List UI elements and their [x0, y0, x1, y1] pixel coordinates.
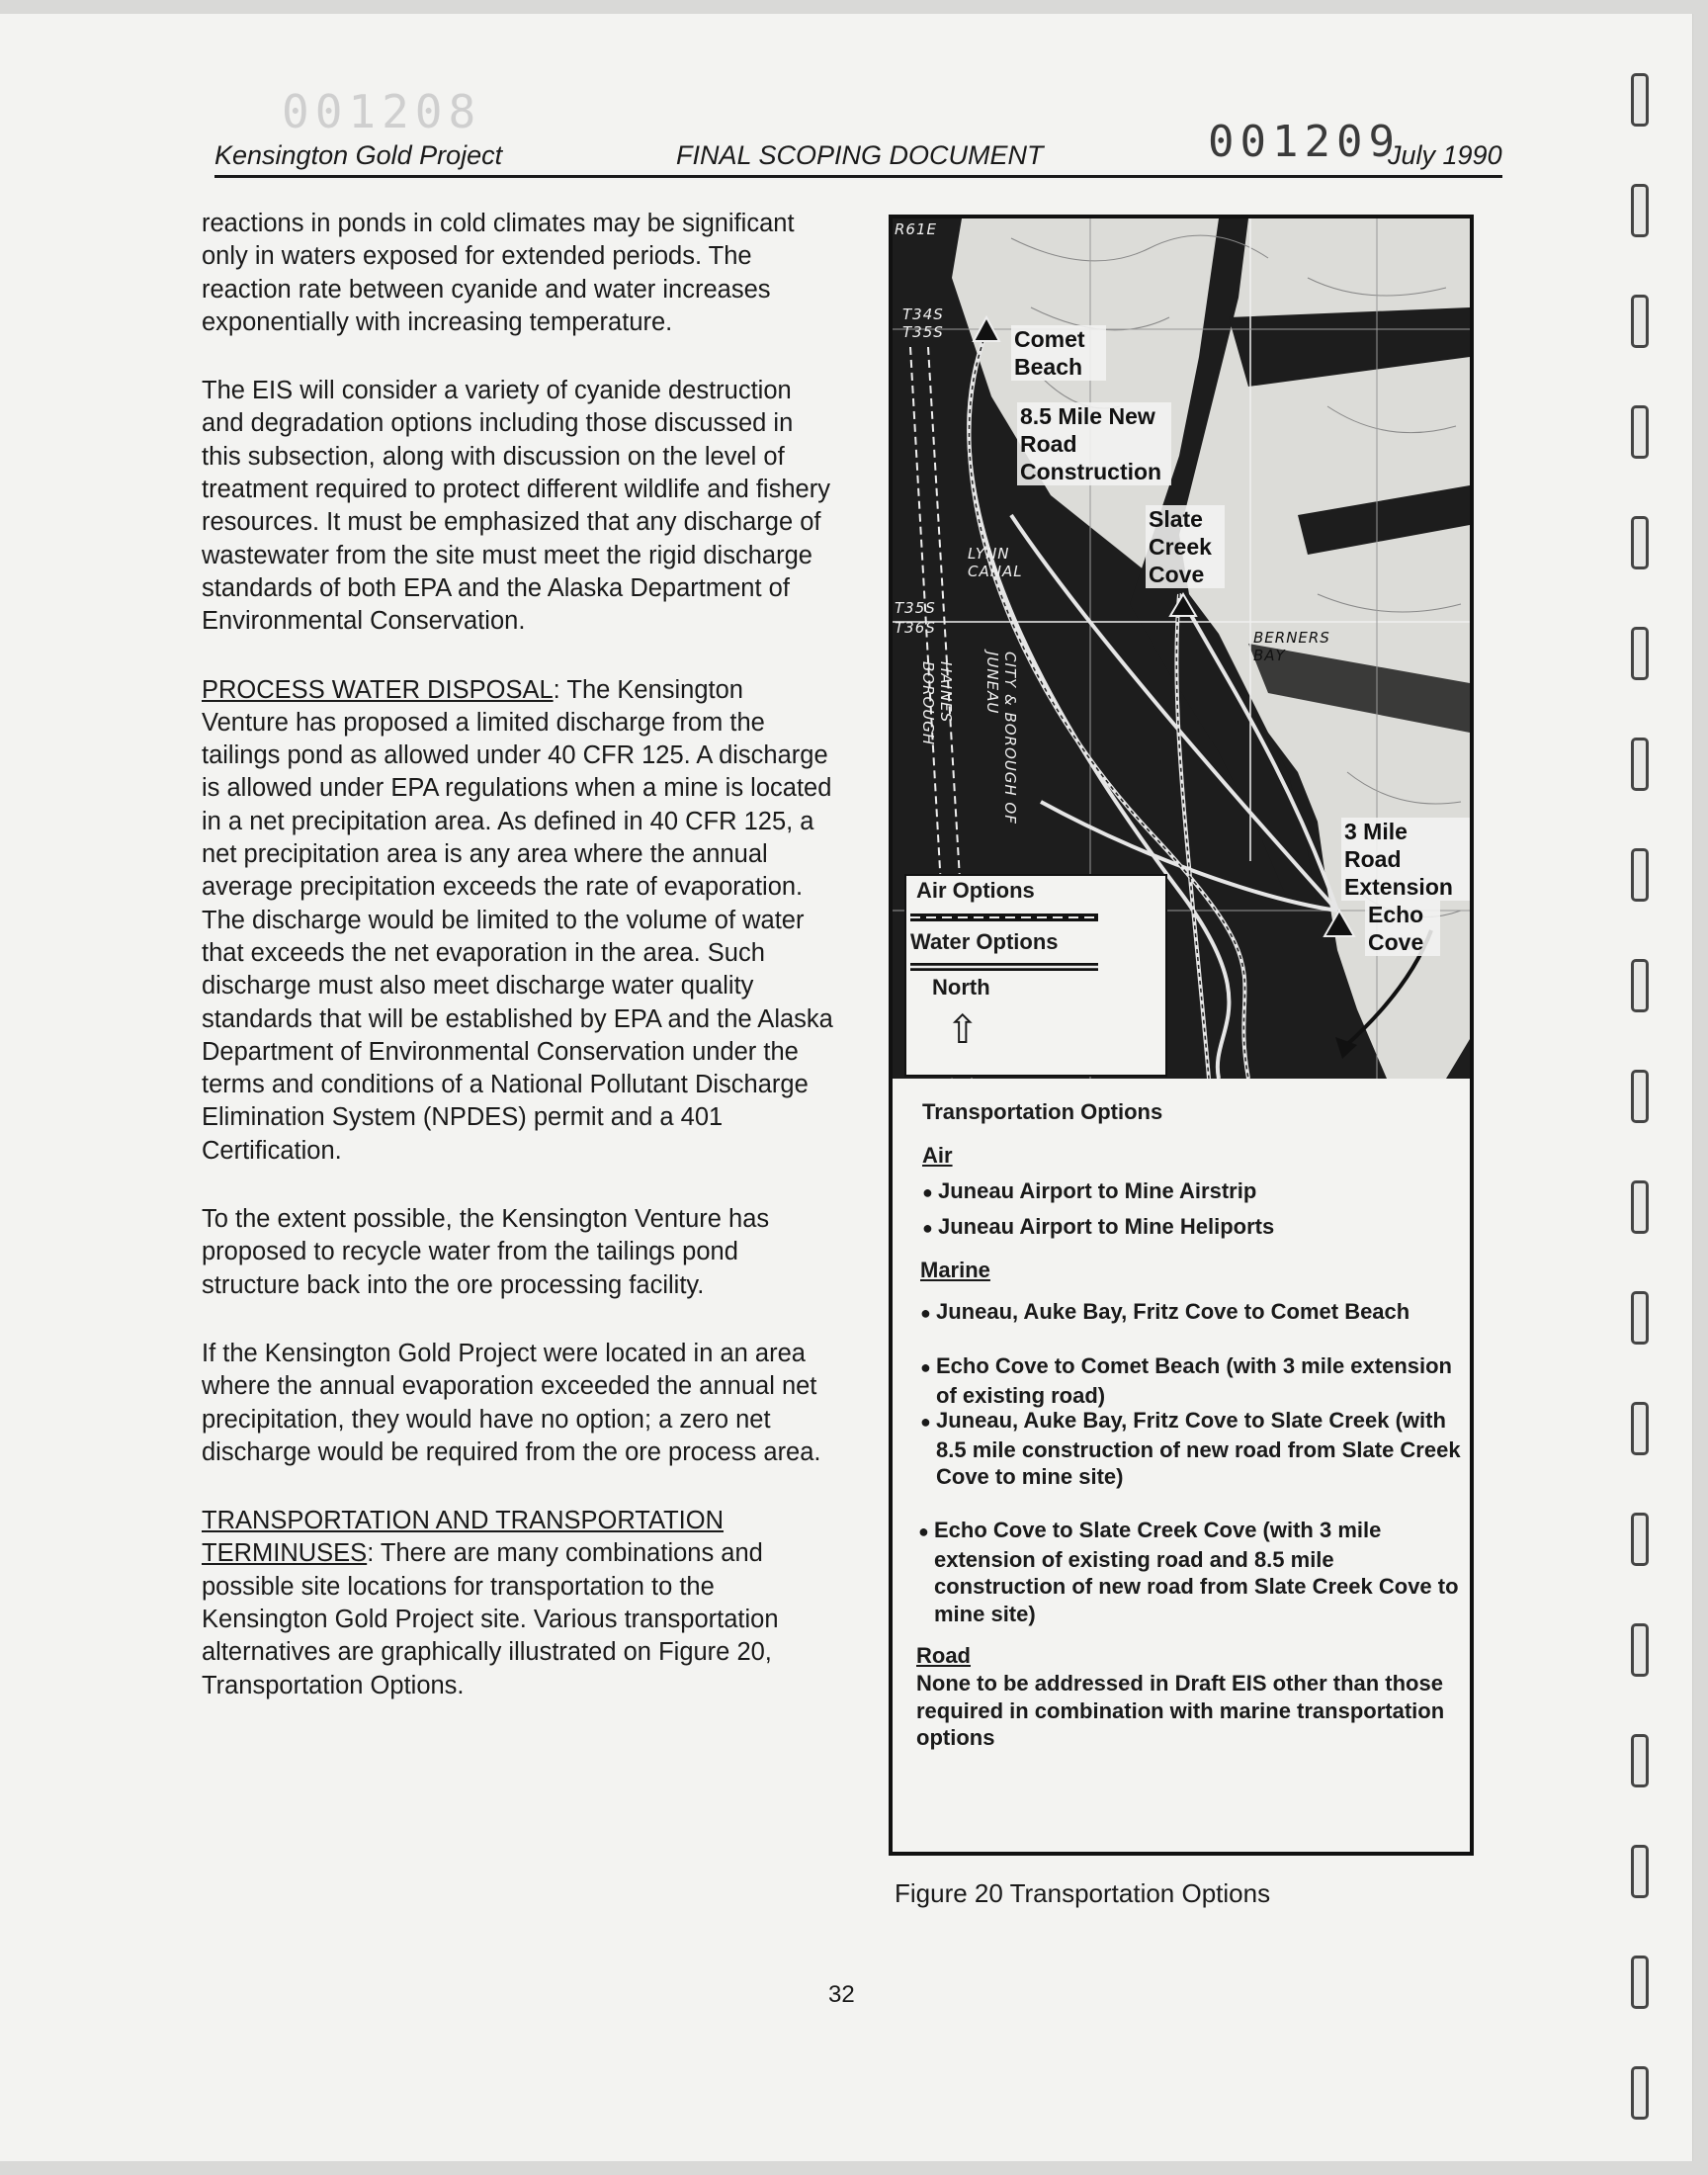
figure-20: [889, 215, 1474, 1856]
label-township-36: T36S: [895, 619, 936, 637]
binder-tab: [1631, 1180, 1649, 1234]
header-rule: [214, 175, 1502, 178]
binder-tab: [1631, 627, 1649, 680]
options-road-text: None to be addressed in Draft EIS other than those required in combination with marine transportation options: [916, 1671, 1445, 1750]
heading-process-water: PROCESS WATER DISPOSAL: [202, 675, 554, 704]
air-option: ● Juneau Airport to Mine Heliports: [922, 1213, 1472, 1243]
label-township-34: T34S: [902, 305, 944, 323]
map-legend: [904, 874, 1167, 1077]
paragraph-zero-discharge: If the Kensington Gold Project were located in an area where the annual evaporation exceeded the annual net precipitation, they would have no option; a zero net discharge would be required from the ore process area.: [202, 1339, 821, 1466]
legend-water-line: [910, 961, 1098, 973]
legend-north: North: [932, 975, 990, 1000]
air-option: ● Juneau Airport to Mine Airstrip: [922, 1177, 1472, 1207]
legend-air-options: Air Options: [916, 878, 1035, 903]
label-echo-cove: Echo Cove: [1365, 901, 1440, 956]
label-township-35b: T35S: [895, 599, 936, 617]
binder-tab: [1631, 1402, 1649, 1455]
figure-caption: Figure 20 Transportation Options: [895, 1878, 1271, 1908]
paragraph-eis-options: The EIS will consider a variety of cyanide destruction and degradation options including those discussed in this subsection, along with discussion on the level of treatment required to protect different wildlife and fishery resources. It must be emphasized that any discharge of wastewater from the site must meet the rigid discharge standards of both EPA and the Alaska Department of Environmental Conservation.: [202, 377, 830, 636]
marine-option: ● Juneau, Auke Bay, Fritz Cove to Comet Beach: [920, 1298, 1470, 1328]
binder-tab: [1631, 1734, 1649, 1787]
page-number: 32: [828, 1981, 855, 2008]
label-comet-beach: Comet Beach: [1011, 325, 1106, 381]
body-column: [202, 208, 834, 1738]
binder-tab: [1631, 738, 1649, 791]
options-road-heading: Road: [916, 1643, 971, 1668]
binder-tab: [1631, 1513, 1649, 1566]
label-berners-bay: BERNERS BAY: [1253, 629, 1330, 664]
options-title: Transportation Options: [922, 1099, 1163, 1124]
binder-tab: [1631, 73, 1649, 127]
marine-option: ● Echo Cove to Comet Beach (with 3 mile extension of existing road): [920, 1352, 1470, 1409]
legend-water-options: Water Options: [910, 929, 1059, 954]
label-new-road: 8.5 Mile New Road Construction: [1017, 402, 1171, 485]
north-arrow-icon: ⇧: [946, 1008, 980, 1052]
binder-tab: [1631, 295, 1649, 348]
marine-option: ● Echo Cove to Slate Creek Cove (with 3 mile extension of existing road and 8.5 mile construction of new road from Slate Creek Cove to mine site): [918, 1517, 1468, 1627]
label-lynn-canal: LYNN CANAL: [968, 545, 1023, 580]
process-water-text: : The Kensington Venture has proposed a limited discharge from the tailings pond as allowed under 40 CFR 125. A discharge is allowed under EPA regulations when a mine is located in a net precipitation area. As defined in 40 CFR 125, a net precipitation area is any area where the annual average precipitation exceeds the rate of evaporation. The discharge would be limited to the volume of water that exceeds the net evaporation in the area. Such discharge must also meet discharge water quality standards that will be established by EPA and the Alaska Department of Environmental Conservation under the terms and conditions of a National Pollutant Discharge Elimination System (NPDES) permit and a 401 Certification.: [202, 675, 833, 1165]
marine-option: ● Juneau, Auke Bay, Fritz Cove to Slate Creek (with 8.5 mile construction of new road from Slate Creek Cove to mine site): [920, 1407, 1470, 1491]
options-air-heading: Air: [922, 1143, 953, 1168]
label-haines-borough: HAINES BOROUGH: [919, 661, 955, 746]
binder-tab: [1631, 848, 1649, 902]
binder-tab: [1631, 959, 1649, 1012]
label-juneau-borough: CITY & BOROUGH OF JUNEAU: [983, 652, 1019, 825]
document-stamp: 001209: [1208, 117, 1401, 167]
label-slate-creek-cove: Slate Creek Cove: [1146, 505, 1225, 588]
options-marine-heading: Marine: [920, 1258, 990, 1282]
binder-tab: [1631, 1070, 1649, 1123]
label-township-35: T35S: [902, 323, 944, 341]
header-doc-title: FINAL SCOPING DOCUMENT: [676, 140, 1044, 170]
binder-tab: [1631, 1291, 1649, 1345]
paragraph-recycle: To the extent possible, the Kensington Venture has proposed to recycle water from the tailings pond structure back into the ore processing facility.: [202, 1205, 770, 1299]
paragraph-process-water: [202, 674, 834, 1168]
label-range: R61E: [895, 220, 937, 238]
binder-tab: [1631, 2066, 1649, 2120]
binder-tab: [1631, 1623, 1649, 1677]
binder-tab: [1631, 1956, 1649, 2009]
header-project: Kensington Gold Project: [214, 140, 503, 170]
legend-air-line: [910, 912, 1098, 923]
paragraph-transportation: [202, 1505, 834, 1702]
binder-tab: [1631, 1845, 1649, 1898]
binder-tab: [1631, 184, 1649, 237]
heading-transportation: TRANSPORTATION AND TRANSPORTATION TERMINUSES: [202, 1507, 725, 1568]
binder-tab: [1631, 516, 1649, 569]
faint-stamp: 001208: [282, 85, 482, 138]
header-date: July 1990: [1388, 140, 1502, 170]
binder-tab: [1631, 405, 1649, 459]
label-road-extension: 3 Mile Road Extension: [1341, 818, 1470, 901]
document-page: [0, 14, 1693, 2161]
paragraph-cyanide-reactions: reactions in ponds in cold climates may be significant only in waters exposed for extended periods. The reaction rate between cyanide and water increases exponentially with increasing temperature.: [202, 210, 795, 336]
transportation-map: [893, 218, 1470, 1079]
transportation-text: : There are many combinations and possible site locations for transportation to the Kensington Gold Project site. Various transportation alternatives are graphically illustrated on Figure 20, Transportation Options.: [202, 1539, 779, 1699]
